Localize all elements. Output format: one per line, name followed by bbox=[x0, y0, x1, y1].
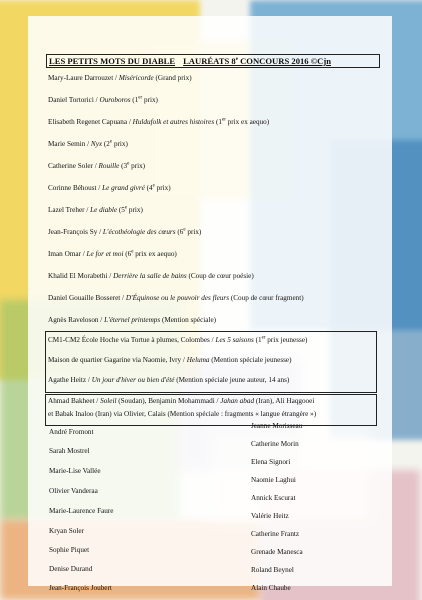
page-title bbox=[46, 54, 380, 68]
jeunesse-row: Maison de quartier Gagarine via Naomie, Ivry / Heluma (Mention spéciale jeunesse) bbox=[48, 356, 292, 364]
entry-row: Daniel Gouaille Bosseret / D'Équinose ou le pouvoir des fleurs (Coup de cœur fragment) bbox=[48, 294, 304, 302]
participant-name: Catherine Frantz bbox=[251, 530, 300, 538]
participant-name: Marie-Laurence Faure bbox=[49, 507, 114, 515]
entry-row: Khalid El Morabethi / Derrière la salle de bains (Coup de cœur poésie) bbox=[48, 272, 254, 280]
participant-name: Jean-François Joubert bbox=[49, 584, 112, 592]
participant-name: Marie-Lise Vallée bbox=[49, 467, 101, 475]
participant-name: Olivier Vanderaa bbox=[49, 487, 98, 495]
participant-name: Sophie Piquet bbox=[49, 546, 90, 554]
entry-row: Iman Omar / Le for et moi (6e prix ex aequo) bbox=[48, 249, 177, 258]
participant-name: Kryan Soler bbox=[49, 527, 84, 535]
participant-name: Annick Escurat bbox=[251, 494, 296, 502]
participant-name: Valérie Heitz bbox=[251, 512, 289, 520]
entry-row: Marie Semin / Nyx (2e prix) bbox=[48, 139, 128, 148]
participant-name: Denise Durand bbox=[49, 565, 93, 573]
entry-row: Mary-Laure Darrouzet / Miséricorde (Grand prix) bbox=[48, 74, 192, 82]
jeunesse-row: CM1-CM2 École Hoche via Tortue à plumes, Colombes / Les 5 saisons (1er prix jeunesse) bbox=[48, 335, 308, 344]
participant-name: Jeanne Morisseau bbox=[251, 422, 303, 430]
laureats-text: LAURÉATS 8e CONCOURS 2016 ©Cjn bbox=[183, 56, 332, 66]
entry-row: Daniel Tortorici / Ouroboros (1er prix) bbox=[48, 95, 158, 104]
entry-row: Catherine Soler / Rouille (3e prix) bbox=[48, 161, 146, 170]
participant-name: Roland Beynel bbox=[251, 566, 294, 574]
participant-name: Grenade Manesca bbox=[251, 548, 303, 556]
jeunesse-row: Agathe Heitz / Un jour d'hiver ou bien d'été (Mention spéciale jeune auteur, 14 ans) bbox=[48, 376, 290, 384]
participant-name: André Fromont bbox=[49, 428, 94, 436]
participant-name: Elena Signori bbox=[251, 458, 291, 466]
participant-name: Alain Chaube bbox=[251, 584, 291, 592]
participant-name: Naomie Laghui bbox=[251, 476, 296, 484]
title-text: LES PETITS MOTS DU DIABLE bbox=[49, 56, 176, 66]
entry-row: Corinne Béhoust / Le grand givré (4e prix) bbox=[48, 183, 171, 192]
participant-name: Catherine Morin bbox=[251, 440, 299, 448]
entry-row: Agnès Raveloson / L'éternel printemps (Mention spéciale) bbox=[48, 316, 217, 324]
participant-name: Sarah Mostrel bbox=[49, 447, 90, 455]
entry-row: Elisabeth Regenet Capuana / Huldufolk et autres histoires (1er prix ex aequo) bbox=[48, 117, 270, 126]
etrangere-line-2: et Babak Inaloo (Iran) via Olivier, Calais (Mention spéciale : fragments « langue étrangère ») bbox=[48, 410, 317, 418]
entry-row: Jean-François Sy / L'écothéologie des cœurs (6e prix) bbox=[48, 227, 202, 236]
entry-row: Lazel Treher / Le diable (5e prix) bbox=[48, 205, 143, 214]
etrangere-line-1: Ahmad Bakheet / Soleil (Soudan), Benjamin Mohammadi / Jahan abad (Iran), Ali Haqgooei bbox=[48, 397, 315, 405]
